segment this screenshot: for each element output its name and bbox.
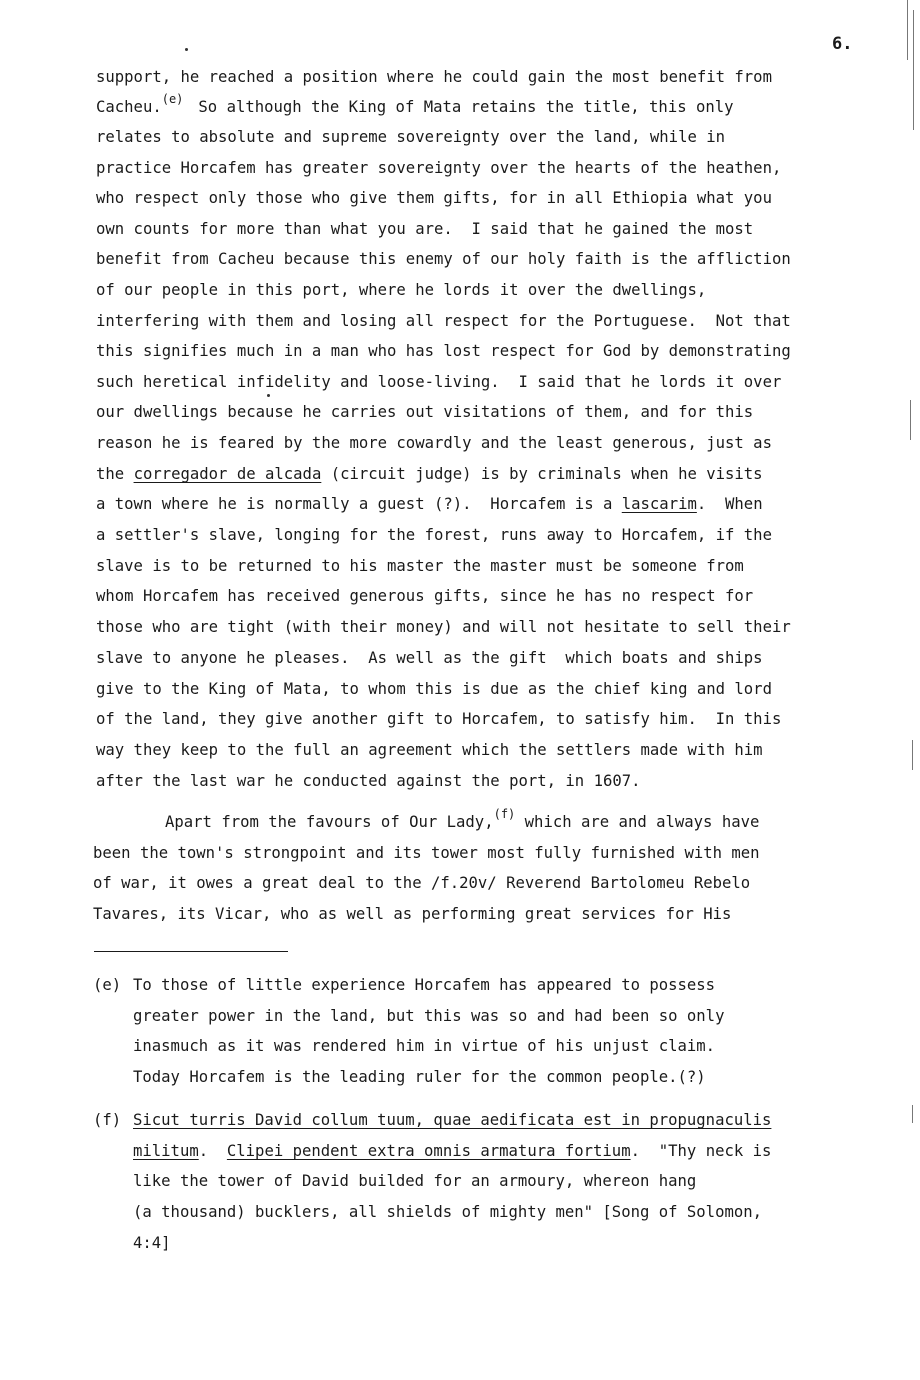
latin-quote: Sicut turris David collum tuum, quae aedificata est in propugnaculis <box>133 1111 772 1129</box>
text-line: our dwellings because he carries out visitations of them, and for this <box>96 403 754 421</box>
footnote-label: (f) <box>93 1111 122 1129</box>
text-line: of war, it owes a great deal to the /f.20v/ Reverend Bartolomeu Rebelo <box>93 874 751 892</box>
page-number: 6. <box>832 34 853 54</box>
text-line: whom Horcafem has received generous gifts, since he has no respect for <box>96 587 754 605</box>
scan-artifact <box>267 394 270 397</box>
text-line: been the town's strongpoint and its tower most fully furnished with men <box>93 844 760 862</box>
text-fragment: which are and always have <box>524 813 760 831</box>
text-fragment: Cacheu. <box>96 98 162 116</box>
text-line: of the land, they give another gift to Horcafem, to satisfy him. In this <box>96 710 782 728</box>
text-line: Tavares, its Vicar, who as well as performing great services for His <box>93 905 732 923</box>
footnote-line: inasmuch as it was rendered him in virtue of his unjust claim. <box>133 1037 716 1055</box>
text-line: a settler's slave, longing for the forest, runs away to Horcafem, if the <box>96 526 772 544</box>
scan-artifact <box>912 1105 913 1123</box>
footnote-marker-e: (e) <box>161 92 184 106</box>
text-line <box>96 92 734 117</box>
footnote-separator <box>94 951 288 952</box>
text-line: slave is to be returned to his master the master must be someone from <box>96 557 744 575</box>
text-line: those who are tight (with their money) and will not hesitate to sell their <box>96 618 791 636</box>
text-line: give to the King of Mata, to whom this is due as the chief king and lord <box>96 680 772 698</box>
latin-quote: Clipei pendent extra omnis armatura fortium <box>226 1142 631 1160</box>
text-line <box>96 494 763 514</box>
term-corregador-de-alcada: corregador de alcada <box>133 465 322 483</box>
text-fragment: a town where he is normally a guest (?). Horcafem is a <box>96 495 622 513</box>
footnote-line: 4:4] <box>133 1234 171 1252</box>
text-line: of our people in this port, where he lords it over the dwellings, <box>96 281 707 299</box>
text-line: support, he reached a position where he could gain the most benefit from <box>96 68 772 86</box>
text-line: practice Horcafem has greater sovereignty over the hearts of the heathen, <box>96 159 782 177</box>
footnote-marker-f: (f) <box>493 807 516 821</box>
footnote-line <box>133 1141 771 1161</box>
text-fragment: Apart from the favours of Our Lady, <box>165 813 494 831</box>
scan-artifact <box>910 400 911 440</box>
text-fragment: . When <box>696 495 763 513</box>
text-fragment: So although the King of Mata retains the title, this only <box>198 98 734 116</box>
text-line: relates to absolute and supreme sovereignty over the land, while in <box>96 128 726 146</box>
text-line: after the last war he conducted against the port, in 1607. <box>96 772 641 790</box>
text-fragment: the <box>96 465 134 483</box>
scan-artifact <box>913 10 914 130</box>
term-lascarim: lascarim <box>621 495 697 513</box>
text-line: reason he is feared by the more cowardly and the least generous, just as <box>96 434 772 452</box>
text-line: own counts for more than what you are. I said that he gained the most <box>96 220 754 238</box>
latin-quote: militum <box>133 1142 199 1160</box>
text-line <box>96 464 763 484</box>
text-line: interfering with them and losing all respect for the Portuguese. Not that <box>96 312 791 330</box>
text-line: benefit from Cacheu because this enemy of our holy faith is the affliction <box>96 250 791 268</box>
scan-artifact <box>912 740 913 770</box>
text-line: slave to anyone he pleases. As well as the gift which boats and ships <box>96 649 763 667</box>
scan-artifact <box>907 0 908 60</box>
text-line: this signifies much in a man who has lost respect for God by demonstrating <box>96 342 791 360</box>
text-line: such heretical infidelity and loose-living. I said that he lords it over <box>96 373 782 391</box>
footnote-line: like the tower of David builded for an armoury, whereon hang <box>133 1172 697 1190</box>
text-line: who respect only those who give them gifts, for in all Ethiopia what you <box>96 189 772 207</box>
footnote-line: greater power in the land, but this was so and had been so only <box>133 1007 725 1025</box>
footnote-line: (a thousand) bucklers, all shields of mighty men" [Song of Solomon, <box>133 1203 763 1221</box>
footnote-line: To those of little experience Horcafem has appeared to possess <box>133 976 716 994</box>
text-line: way they keep to the full an agreement which the settlers made with him <box>96 741 763 759</box>
text-line <box>165 807 760 832</box>
text-fragment: . <box>198 1142 227 1160</box>
footnote-label: (e) <box>93 976 122 994</box>
text-fragment: (circuit judge) is by criminals when he visits <box>321 465 763 483</box>
scan-artifact <box>185 48 188 51</box>
text-fragment: . "Thy neck is <box>630 1142 772 1160</box>
footnote-line: Today Horcafem is the leading ruler for the common people.(?) <box>133 1068 706 1086</box>
